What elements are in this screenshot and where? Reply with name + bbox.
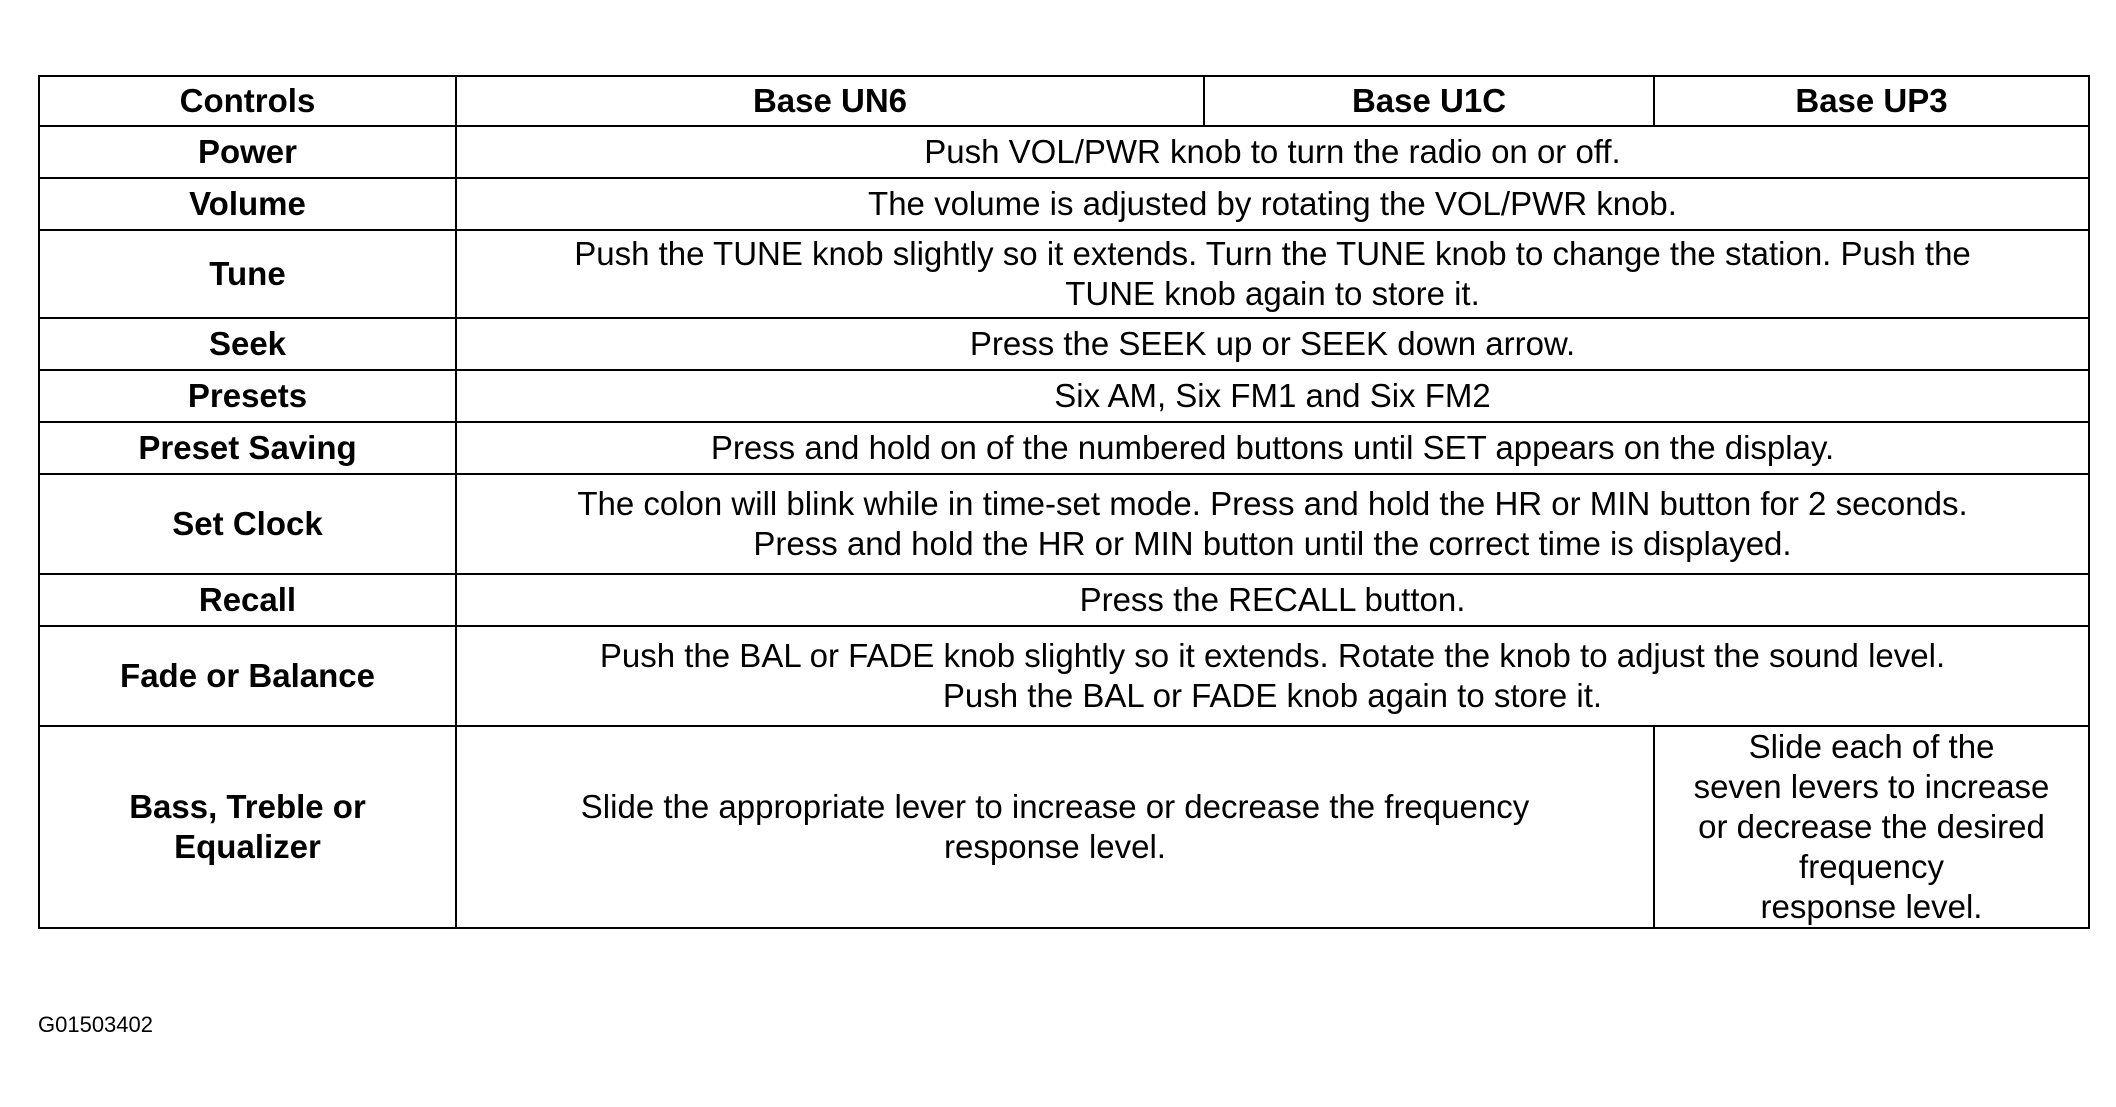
table-row <box>39 230 2089 318</box>
description-line: Press and hold the HR or MIN button until the correct time is displayed. <box>753 525 1792 562</box>
description-line: TUNE knob again to store it. <box>1065 275 1480 312</box>
header-row <box>39 76 2089 126</box>
header-base-u1c: Base U1C <box>1204 76 1654 126</box>
table-row <box>39 370 2089 422</box>
control-label: Fade or Balance <box>39 626 456 726</box>
figure-id: G01503402 <box>38 1012 153 1037</box>
header-base-un6: Base UN6 <box>456 76 1204 126</box>
header-base-up3: Base UP3 <box>1654 76 2089 126</box>
control-description: Press the RECALL button. <box>456 574 2089 626</box>
control-description <box>456 230 2089 318</box>
description-line: frequency <box>1799 848 1944 885</box>
control-label: Tune <box>39 230 456 318</box>
control-label: Set Clock <box>39 474 456 574</box>
description-line: Push the BAL or FADE knob again to store it. <box>942 677 1603 714</box>
description-line: Push the BAL or FADE knob slightly so it extends. Rotate the knob to adjust the sound level. <box>599 637 1946 674</box>
control-label: Power <box>39 126 456 178</box>
control-description: Press the SEEK up or SEEK down arrow. <box>456 318 2089 370</box>
description-line: or decrease the desired <box>1698 808 2045 845</box>
description-line: response level. <box>1760 888 1983 925</box>
radio-controls-table <box>38 75 2090 929</box>
table-row <box>39 126 2089 178</box>
control-description <box>456 626 2089 726</box>
control-label <box>39 726 456 928</box>
up3-description <box>1654 726 2089 928</box>
table-row <box>39 574 2089 626</box>
table-row <box>39 318 2089 370</box>
table-row <box>39 726 2089 928</box>
description-line: Slide the appropriate lever to increase or decrease the frequency <box>580 788 1530 825</box>
table-row <box>39 626 2089 726</box>
control-label: Presets <box>39 370 456 422</box>
control-label: Seek <box>39 318 456 370</box>
header-controls: Controls <box>39 76 456 126</box>
description-line: seven levers to increase <box>1693 768 2050 805</box>
control-label: Volume <box>39 178 456 230</box>
control-description: Six AM, Six FM1 and Six FM2 <box>456 370 2089 422</box>
description-line: response level. <box>944 828 1166 865</box>
control-description: Press and hold on of the numbered buttons until SET appears on the display. <box>456 422 2089 474</box>
description-line: Slide each of the <box>1748 728 1995 765</box>
control-description: The volume is adjusted by rotating the VOL/PWR knob. <box>456 178 2089 230</box>
un6-u1c-description <box>456 726 1654 928</box>
table-row <box>39 474 2089 574</box>
table-row <box>39 422 2089 474</box>
control-label-line: Bass, Treble or <box>129 788 366 825</box>
description-line: The colon will blink while in time-set mode. Press and hold the HR or MIN button for 2 seconds. <box>577 485 1968 522</box>
control-label-line: Equalizer <box>174 828 321 865</box>
table-row <box>39 178 2089 230</box>
control-description <box>456 474 2089 574</box>
description-line: Push the TUNE knob slightly so it extends. Turn the TUNE knob to change the station. Push the <box>574 235 1971 272</box>
control-label: Recall <box>39 574 456 626</box>
control-label: Preset Saving <box>39 422 456 474</box>
control-description: Push VOL/PWR knob to turn the radio on or off. <box>456 126 2089 178</box>
